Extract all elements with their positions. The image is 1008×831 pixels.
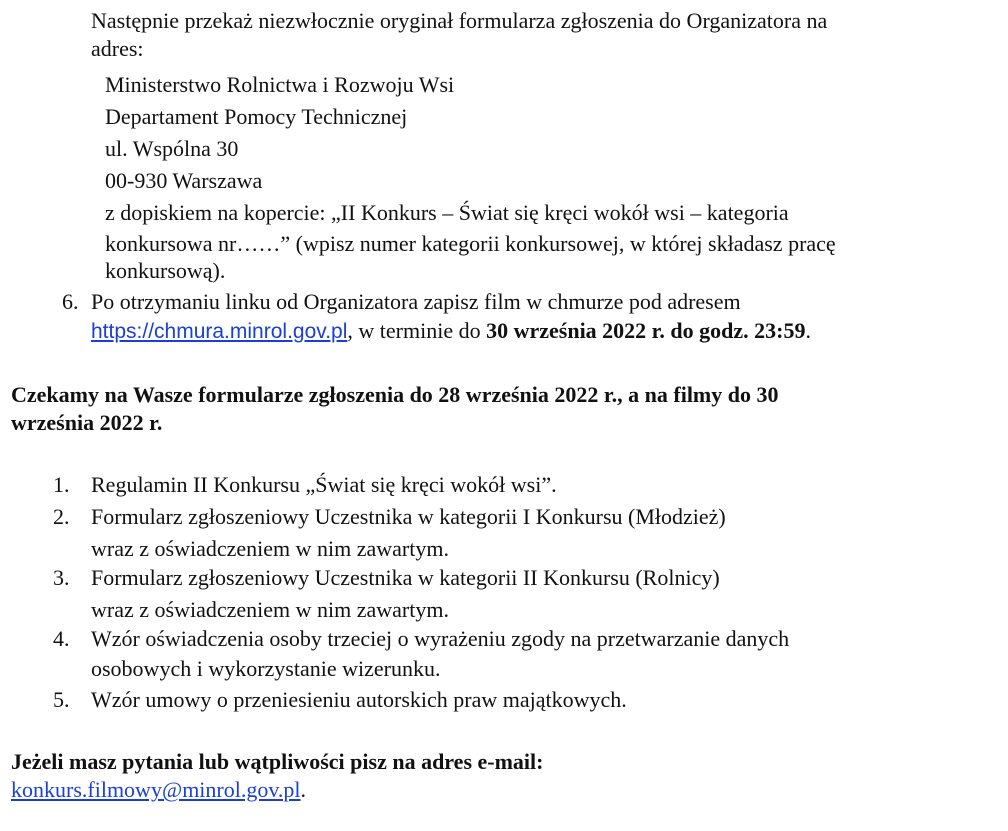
step-6-end: .	[805, 318, 811, 343]
step-6-mid-text: , w terminie do	[347, 318, 487, 343]
deadline-notice-line-1: Czekamy na Wasze formularze zgłoszenia do 28 września 2022 r., a na filmy do 30	[11, 382, 779, 407]
intro-line-2: adres:	[91, 36, 144, 61]
attachment-3-line-2: wraz z oświadczeniem w nim zawartym.	[91, 597, 449, 622]
attachment-2-line-2: wraz z oświadczeniem w nim zawartym.	[91, 536, 449, 561]
address-line-1: Ministerstwo Rolnictwa i Rozwoju Wsi	[105, 72, 455, 97]
step-6-line-2	[91, 318, 811, 345]
attachment-1-number: 1.	[53, 472, 70, 497]
envelope-note-line-2: konkursowa nr……” (wpisz numer kategorii konkursowej, w której składasz pracę	[105, 231, 836, 256]
attachment-1-line-1: Regulamin II Konkursu „Świat się kręci wokół wsi”.	[91, 472, 557, 497]
attachment-3-number: 3.	[53, 565, 70, 590]
attachment-2-number: 2.	[53, 504, 70, 529]
envelope-note-line-3: konkursową).	[105, 258, 226, 283]
address-line-3: ul. Wspólna 30	[105, 136, 239, 161]
attachment-5-number: 5.	[53, 687, 70, 712]
attachment-4-number: 4.	[53, 626, 70, 651]
contact-line	[11, 777, 306, 803]
contact-email-link[interactable]: konkurs.filmowy@minrol.gov.pl	[11, 777, 301, 802]
attachment-3-line-1: Formularz zgłoszeniowy Uczestnika w kategorii II Konkursu (Rolnicy)	[91, 565, 720, 590]
attachment-5-line-1: Wzór umowy o przeniesieniu autorskich praw majątkowych.	[91, 687, 627, 712]
step-6-line-1: Po otrzymaniu linku od Organizatora zapisz film w chmurze pod adresem	[91, 289, 741, 314]
address-line-2: Departament Pomocy Technicznej	[105, 104, 408, 129]
deadline-notice-line-2: września 2022 r.	[11, 410, 163, 435]
intro-line-1: Następnie przekaż niezwłocznie oryginał formularza zgłoszenia do Organizatora na	[91, 8, 828, 33]
step-6-number: 6.	[62, 289, 79, 314]
attachment-2-line-1: Formularz zgłoszeniowy Uczestnika w kategorii I Konkursu (Młodzież)	[91, 504, 726, 529]
contact-heading: Jeżeli masz pytania lub wątpliwości pisz na adres e-mail:	[11, 749, 544, 774]
contact-end: .	[300, 777, 307, 802]
address-line-4: 00-930 Warszawa	[105, 168, 263, 193]
envelope-note-line-1: z dopiskiem na kopercie: „II Konkurs – Świat się kręci wokół wsi – kategoria	[105, 200, 789, 225]
attachment-4-line-2: osobowych i wykorzystanie wizerunku.	[91, 656, 441, 681]
cloud-upload-link[interactable]: https://chmura.minrol.gov.pl	[91, 320, 348, 343]
upload-deadline: 30 września 2022 r. do godz. 23:59	[486, 318, 806, 343]
attachment-4-line-1: Wzór oświadczenia osoby trzeciej o wyrażeniu zgody na przetwarzanie danych	[91, 626, 790, 651]
